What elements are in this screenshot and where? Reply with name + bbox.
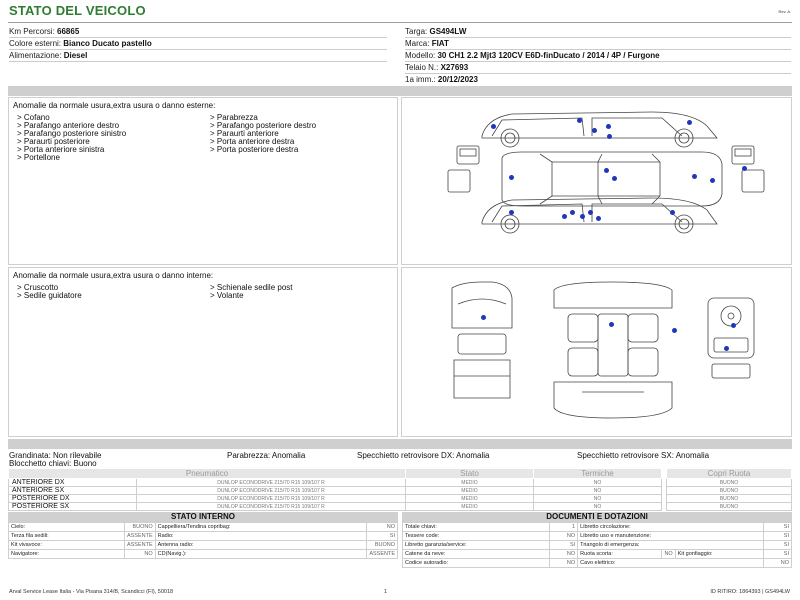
documenti-box <box>402 512 792 568</box>
table-row: POSTERIORE SX DUNLOP ECONODRIVE 215/70 R15 109/107 R MEDIO NO <box>9 503 662 511</box>
tyre-header-termiche: Termiche <box>534 469 662 479</box>
list-item: > Cofano <box>17 113 50 122</box>
list-item: > Porta posteriore destra <box>210 145 299 154</box>
list-item: > Parafango anteriore destro <box>17 121 120 130</box>
damage-marker <box>724 346 729 351</box>
info-row-colore: Colore esterni: Bianco Ducato pastello <box>9 38 387 50</box>
table-row: POSTERIORE DX DUNLOP ECONODRIVE 215/70 R15 109/107 R MEDIO NO <box>9 495 662 503</box>
list-item: > Porta anteriore sinistra <box>17 145 105 154</box>
list-item: > Parafango posteriore sinistro <box>17 129 127 138</box>
external-damage-list-1 <box>17 114 126 162</box>
damage-marker <box>491 124 496 129</box>
info-row-modello: Modello: 30 CH1 2.2 Mjt3 120CV E6D-finDucato / 2014 / 4P / Furgone <box>405 50 791 62</box>
damage-marker <box>509 175 514 180</box>
table-row: ANTERIORE SX DUNLOP ECONODRIVE 215/70 R15 109/107 R MEDIO NO <box>9 487 662 495</box>
external-damage-title: Anomalie da normale usura,extra usura o danno esterne: <box>13 101 216 110</box>
table-row: Libretto garanzia/service: SI Triangolo di emergenza: SI <box>403 541 792 550</box>
list-item: > Paraurti posteriore <box>17 137 90 146</box>
table-row: Tessere code: NO Libretto uso e manutenzione: SI <box>403 532 792 541</box>
grandinata-status: Grandinata: Non rilevabile <box>9 451 102 460</box>
title-divider <box>8 22 792 23</box>
internal-damage-panel <box>8 267 398 437</box>
info-row-telaio: Telaio N.: X27693 <box>405 62 791 74</box>
list-item: > Paraurti anteriore <box>210 129 279 138</box>
damage-marker <box>609 322 614 327</box>
info-row-targa: Targa: GS494LW <box>405 26 791 38</box>
page-title: STATO DEL VEICOLO <box>9 3 146 18</box>
table-row: BUONO <box>667 503 792 511</box>
table-row: Kit vivavoce: ASSENTE Antenna radio: BUONO <box>9 541 398 550</box>
parabrezza-status: Parabrezza: Anomalia <box>227 451 306 460</box>
info-row-marca: Marca: FIAT <box>405 38 791 50</box>
blocchetto-status: Blocchetto chiavi: Buono <box>9 459 97 468</box>
specchietto-sx-status: Specchietto retrovisore SX: Anomalia <box>577 451 710 460</box>
specchietto-dx-status: Specchietto retrovisore DX: Anomalia <box>357 451 490 460</box>
section-separator <box>8 86 792 96</box>
copri-ruota-table <box>666 468 792 511</box>
section-separator-2 <box>8 439 792 449</box>
damage-marker <box>692 174 697 179</box>
external-diagram-panel <box>401 97 792 265</box>
list-item: > Parabrezza <box>210 113 258 122</box>
status-line <box>9 451 791 460</box>
external-damage-panel <box>8 97 398 265</box>
damage-marker <box>731 323 736 328</box>
table-row: Terza fila sedili: ASSENTE Radio: SI <box>9 532 398 541</box>
tyre-header-pneumatico: Pneumatico <box>9 469 406 479</box>
vehicle-info-right <box>405 26 791 86</box>
info-row-immatricolazione: 1a imm.: 20/12/2023 <box>405 75 478 84</box>
list-item: > Cruscotto <box>17 283 59 292</box>
info-row-km: Km Percorsi: 66865 <box>9 26 387 38</box>
table-row: Navigatore: NO CD(Navig.): ASSENTE <box>9 550 398 559</box>
info-row-alimentazione: Alimentazione: Diesel <box>9 50 387 62</box>
car-interior-diagram <box>402 268 791 436</box>
table-row: ANTERIORE DX DUNLOP ECONODRIVE 215/70 R15 109/107 R MEDIO NO <box>9 479 662 487</box>
damage-marker <box>687 120 692 125</box>
external-damage-list-2 <box>210 114 316 154</box>
tyre-header-stato: Stato <box>406 469 534 479</box>
table-row: Totale chiavi: 1 Libretto circolazione: SI <box>403 523 792 532</box>
damage-marker <box>607 134 612 139</box>
list-item: > Portellone <box>17 153 60 162</box>
damage-marker <box>588 210 593 215</box>
damage-marker <box>670 210 675 215</box>
stato-interno-title: STATO INTERNO <box>8 512 398 522</box>
internal-damage-list-2 <box>210 284 293 300</box>
table-row: BUONO <box>667 479 792 487</box>
damage-marker <box>606 124 611 129</box>
damage-marker <box>580 214 585 219</box>
footer-page-number: 1 <box>384 589 388 595</box>
table-row: Cielo: BUONO Cappelliera/Tendina copribag: NO <box>9 523 398 532</box>
damage-marker <box>710 178 715 183</box>
internal-damage-title: Anomalie da normale usura,extra usura o danno interne: <box>13 271 214 280</box>
damage-marker <box>612 176 617 181</box>
vehicle-info-left <box>9 26 387 62</box>
internal-damage-list-1 <box>17 284 82 300</box>
table-row: BUONO <box>667 495 792 503</box>
damage-marker <box>562 214 567 219</box>
damage-marker <box>596 216 601 221</box>
damage-marker <box>509 210 514 215</box>
damage-marker <box>570 210 575 215</box>
list-item: > Porta anteriore destra <box>210 137 295 146</box>
table-row: Codice autoradio: NO Cavo elettrico: NO <box>403 559 792 568</box>
damage-marker <box>577 118 582 123</box>
list-item: > Parafango posteriore destro <box>210 121 317 130</box>
list-item: > Sedile guidatore <box>17 291 82 300</box>
list-item: > Volante <box>210 291 244 300</box>
footer-company: Arval Service Lease Italia - Via Pisana 314/B, Scandicci (FI), 50018 <box>9 589 174 595</box>
damage-marker <box>742 166 747 171</box>
internal-diagram-panel <box>401 267 792 437</box>
table-row: BUONO <box>667 487 792 495</box>
car-exterior-diagram <box>402 98 791 264</box>
tyres-table <box>8 468 662 511</box>
stato-interno-box <box>8 512 398 559</box>
footer-reference: ID RITIRO: 1864393 | GS494LW <box>710 589 790 595</box>
revision-label: Rev. A <box>778 9 790 14</box>
tyre-header-copri-ruota: Copri Ruota <box>667 469 792 479</box>
damage-marker <box>672 328 677 333</box>
table-row: Catene da neve: NO Ruota scorta: NO Kit gonfiaggio: SI <box>403 550 792 559</box>
damage-marker <box>481 315 486 320</box>
list-item: > Schienale sedile post <box>210 283 293 292</box>
damage-marker <box>604 168 609 173</box>
documenti-title: DOCUMENTI E DOTAZIONI <box>402 512 792 522</box>
damage-marker <box>592 128 597 133</box>
